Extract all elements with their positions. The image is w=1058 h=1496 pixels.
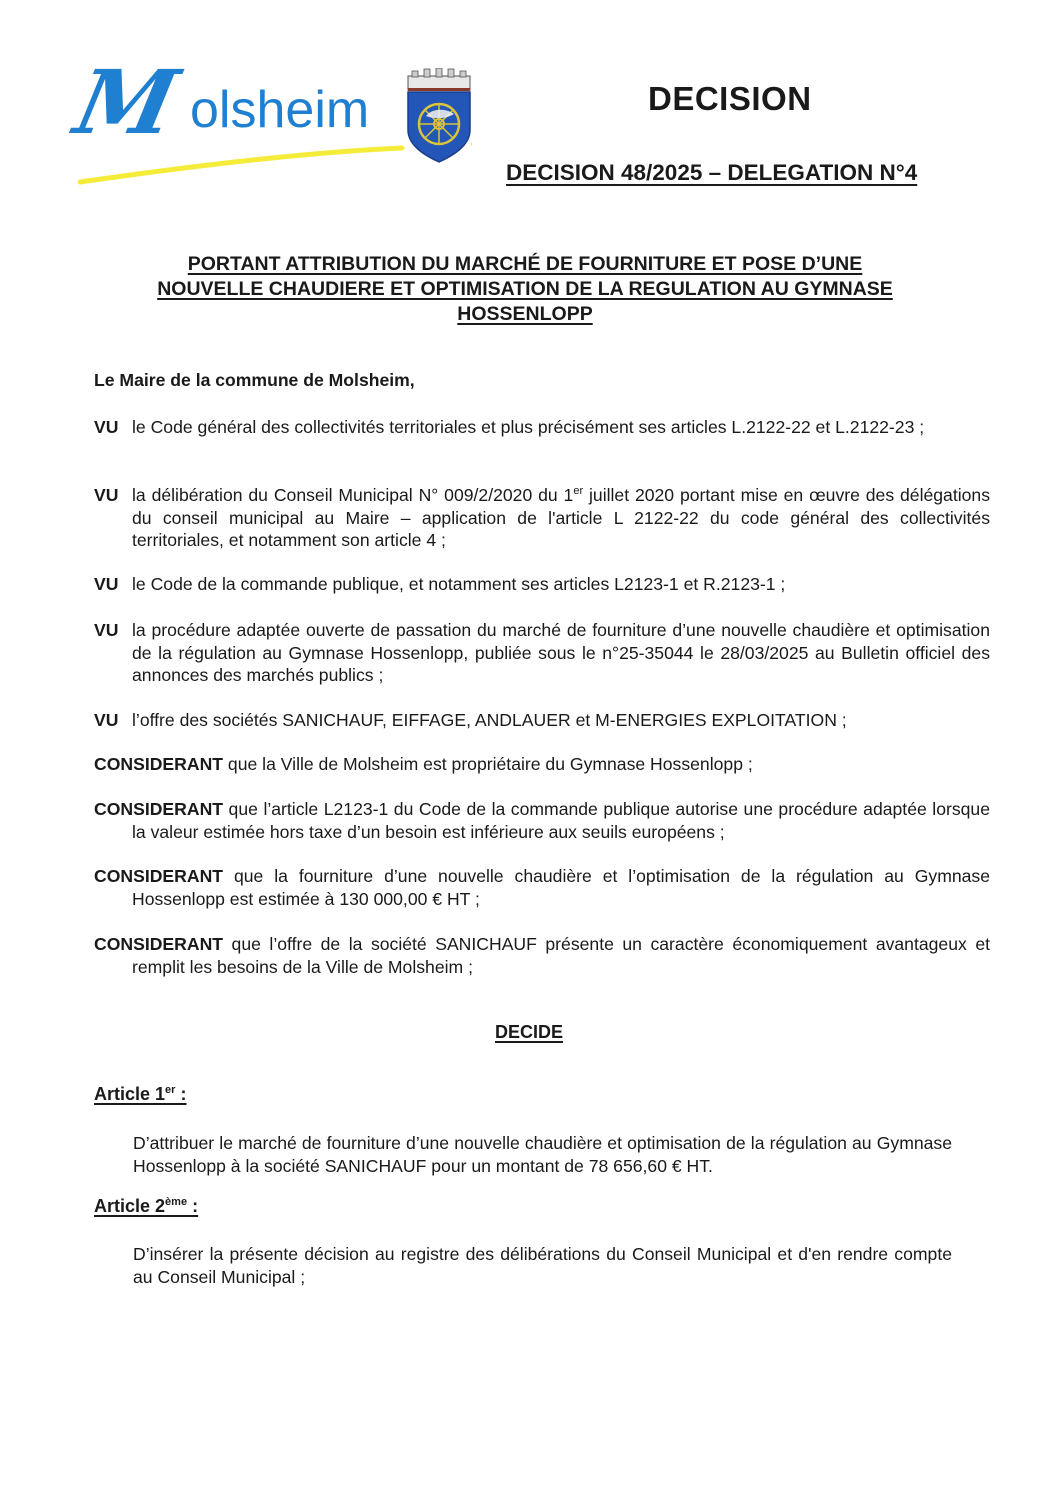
considerant-text: que l’article L2123-1 du Code de la commande publique autorise une procédure adaptée lorsque la valeur estimée hors taxe d’un besoin est inférieure aux seuils européens ;: [132, 799, 990, 842]
subject-line: NOUVELLE CHAUDIERE ET OPTIMISATION DE LA REGULATION AU GYMNASE: [157, 278, 893, 300]
document-type-title: DECISION: [648, 80, 812, 117]
vu-keyword: VU: [94, 710, 119, 730]
article-2-heading: [94, 1196, 198, 1217]
vu-text: la délibération du Conseil Municipal N° 009/2/2020 du 1: [132, 485, 574, 505]
decide-label: DECIDE: [494, 1022, 563, 1042]
vu-text: la procédure adaptée ouverte de passation du marché de fourniture d’une nouvelle chaudière et optimisation de la régulation au Gymnase Hossenlopp, publiée sous le n°25-35044 le 28/03/2025 au Bulletin officiel des annonces des marchés publics ;: [132, 620, 990, 685]
vu-text: le Code général des collectivités territoriales et plus précisément ses articles L.2122-22 et L.2122-23 ;: [132, 417, 925, 437]
article-label: Article 2: [94, 1196, 166, 1216]
considerant-keyword: CONSIDERANT: [94, 754, 224, 774]
subject-line: HOSSENLOPP: [457, 303, 593, 325]
logo-initial: M: [66, 50, 181, 154]
vu-keyword: VU: [94, 620, 119, 640]
ordinal-suffix: ème: [165, 1196, 188, 1208]
article-1-text: D’attribuer le marché de fourniture d’une nouvelle chaudière et optimisation de la régulation au Gymnase Hossenlopp à la société SANICHAUF pour un montant de 78 656,60 € HT.: [133, 1133, 952, 1176]
vu-text: l’offre des sociétés SANICHAUF, EIFFAGE, ANDLAUER et M-ENERGIES EXPLOITATION ;: [132, 710, 847, 730]
vu-keyword: VU: [94, 417, 119, 437]
decision-subject: [100, 252, 950, 327]
considerant-text: que la fourniture d’une nouvelle chaudière et l’optimisation de la régulation au Gymnase Hossenlopp est estimée à 130 000,00 € HT ;: [132, 866, 990, 909]
considerant-text: que l’offre de la société SANICHAUF présente un caractère économiquement avantageux et remplit les besoins de la Ville de Molsheim ;: [132, 934, 990, 977]
ordinal-suffix: er: [165, 1084, 176, 1096]
considerant-keyword: CONSIDERANT: [94, 934, 224, 954]
vu-clause: [94, 573, 990, 596]
coat-of-arms-icon: [402, 68, 476, 164]
considerant-text: que la Ville de Molsheim est propriétaire du Gymnase Hossenlopp ;: [223, 754, 753, 774]
article-label: Article 1: [94, 1084, 166, 1104]
vu-clause: [94, 709, 990, 732]
article-colon: :: [187, 1196, 199, 1216]
ordinal-suffix: er: [573, 485, 584, 498]
vu-keyword: VU: [94, 574, 119, 594]
intro-mayor: Le Maire de la commune de Molsheim,: [94, 370, 415, 390]
considerant-keyword: CONSIDERANT: [94, 866, 224, 886]
considerant-clause: [94, 933, 990, 978]
vu-text: le Code de la commande publique, et notamment ses articles L2123-1 et R.2123-1 ;: [132, 574, 786, 594]
article-2-text: D’insérer la présente décision au registre des délibérations du Conseil Municipal et d'en rendre compte au Conseil Municipal ;: [133, 1244, 952, 1287]
considerant-clause: [94, 753, 990, 776]
decide-heading: [0, 1022, 1058, 1043]
considerant-clause: [94, 798, 990, 843]
vu-clause: [94, 619, 990, 687]
considerant-keyword: CONSIDERANT: [94, 799, 224, 819]
subject-line: PORTANT ATTRIBUTION DU MARCHÉ DE FOURNITURE ET POSE D’UNE: [187, 253, 863, 275]
logo-wordmark: olsheim: [190, 81, 370, 139]
vu-clause: [94, 484, 990, 552]
article-1-heading: [94, 1084, 186, 1105]
molsheim-logo: [66, 50, 482, 186]
vu-keyword: VU: [94, 485, 119, 505]
article-colon: :: [175, 1084, 187, 1104]
vu-text: juillet 2020 portant mise en œuvre des délégations du conseil municipal au Maire – application de l'article L 2122-22 du code général des collectivités territoriales, et notamment son article 4 ;: [132, 485, 990, 550]
decision-reference: DECISION 48/2025 – DELEGATION N°4: [506, 160, 918, 185]
considerant-clause: [94, 865, 990, 910]
vu-clause: [94, 416, 990, 439]
